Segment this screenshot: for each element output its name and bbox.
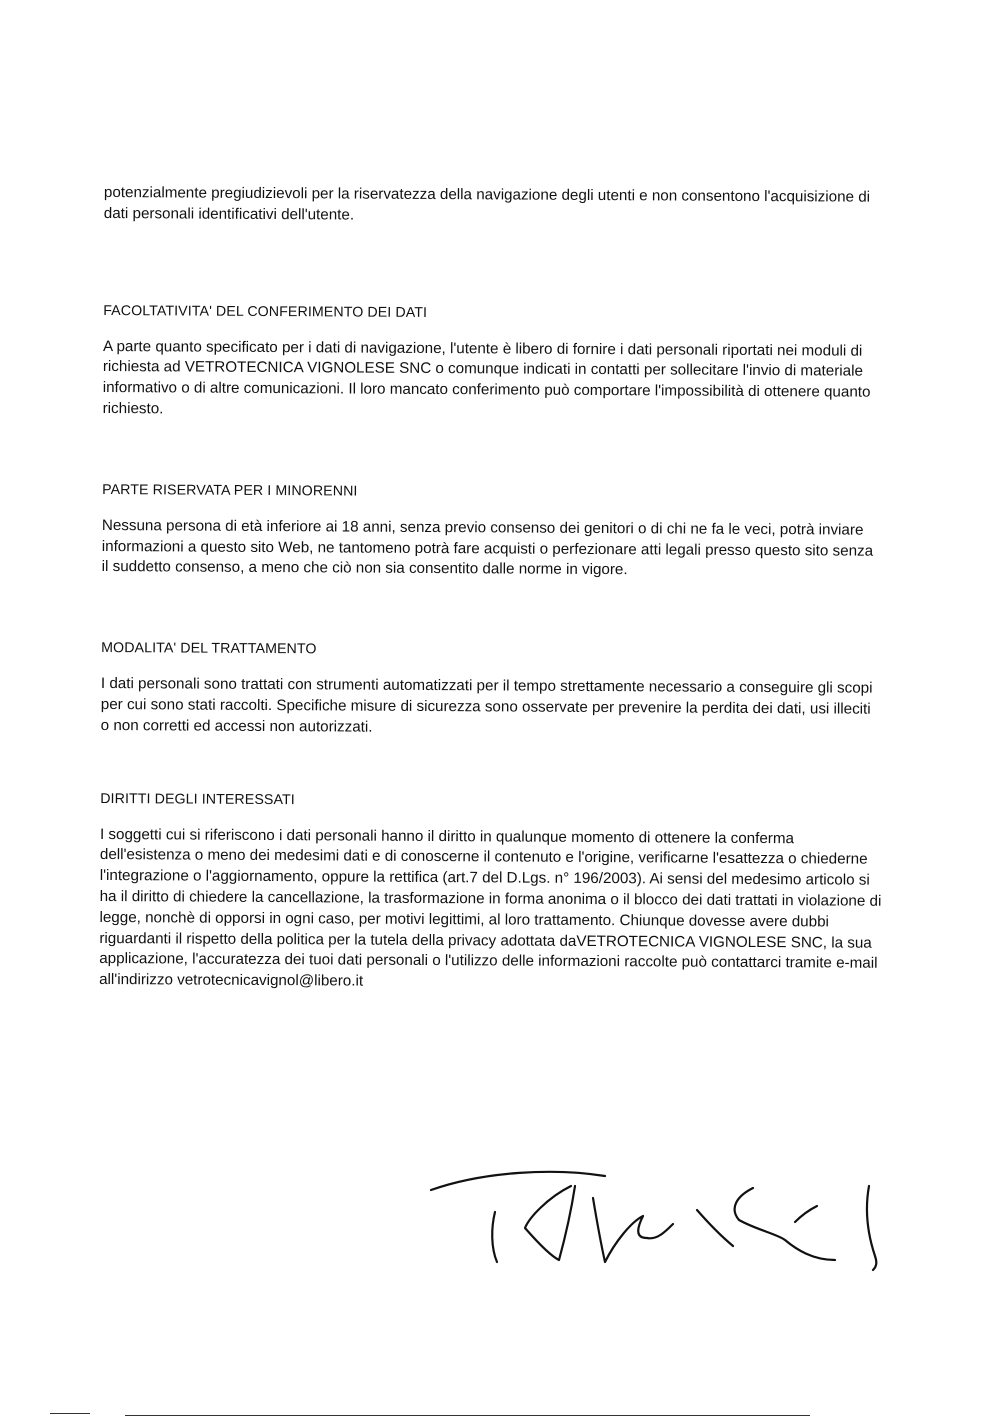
section-body-minorenni: Nessuna persona di età inferiore ai 18 anni, senza previo consenso dei genitori o di chi ne fa le veci, potrà inviare informazioni a questo sito Web, ne tantomeno potrà fare acquisti o perfezionare atti legali presso questo sito senza il suddetto consenso, a meno che ciò non sia consentito dalle norme in vigore. xyxy=(101,516,874,579)
handwritten-signature xyxy=(425,1166,895,1284)
document-page xyxy=(99,183,886,996)
section-heading-facoltativita: FACOLTATIVITA' DEL CONFERIMENTO DEI DATI xyxy=(103,302,428,321)
footer-rule-main xyxy=(125,1415,810,1416)
section-heading-modalita: MODALITA' DEL TRATTAMENTO xyxy=(101,640,317,658)
section-body-diritti: I soggetti cui si riferiscono i dati personali hanno il diritto in qualunque momento di ottenere la conferma dell'esistenza o meno dei medesimi dati e di conoscerne il contenuto e l'origine, verificarne l'esattezza o chiederne l'integrazione o l'aggiornamento, oppure la rettifica (art.7 del D.Lgs. n° 196/2003). Ai sensi del medesimo articolo si ha il diritto di chiedere la cancellazione, la trasformazione in forma anonima o il blocco dei dati trattati in violazione di legge, nonchè di opporsi in ogni caso, per motivi legittimi, al loro trattamento. Chiunque dovesse avere dubbi riguardanti il rispetto della politica per la tutela della privacy adottata daVETROTECNICA VIGNOLESE SNC, la sua applicazione, l'accuratezza dei tuoi dati personali o l'utilizzo delle informazioni raccolte può contattarci tramite e-mail all'indirizzo vetrotecnicavignol@libero.it xyxy=(99,825,882,990)
section-body-modalita: I dati personali sono trattati con strumenti automatizzati per il tempo strettamente necessario a conseguire gli scopi per cui sono stati raccolti. Specifiche misure di sicurezza sono osservate per prevenire la perdita dei dati, usi illeciti o non corretti ed accessi non autorizzati. xyxy=(100,675,873,736)
section-body-facoltativita: A parte quanto specificato per i dati di navigazione, l'utente è libero di fornire i dati personali riportati nei moduli di richiesta ad VETROTECNICA VIGNOLESE SNC o comunque indicati in contatti per sollecitare l'invio di materiale informativo o di altre comunicazioni. Il loro mancato conferimento può comportare l'impossibilità di ottenere quanto richiesto. xyxy=(102,337,871,418)
footer-rule-left xyxy=(50,1413,90,1414)
intro-paragraph: potenzialmente pregiudizievoli per la riservatezza della navigazione degli utenti e non consentono l'acquisizione di dati personali identificativi dell'utente. xyxy=(103,183,871,224)
section-heading-diritti: DIRITTI DEGLI INTERESSATI xyxy=(100,790,295,808)
section-heading-minorenni: PARTE RISERVATA PER I MINORENNI xyxy=(102,481,358,500)
